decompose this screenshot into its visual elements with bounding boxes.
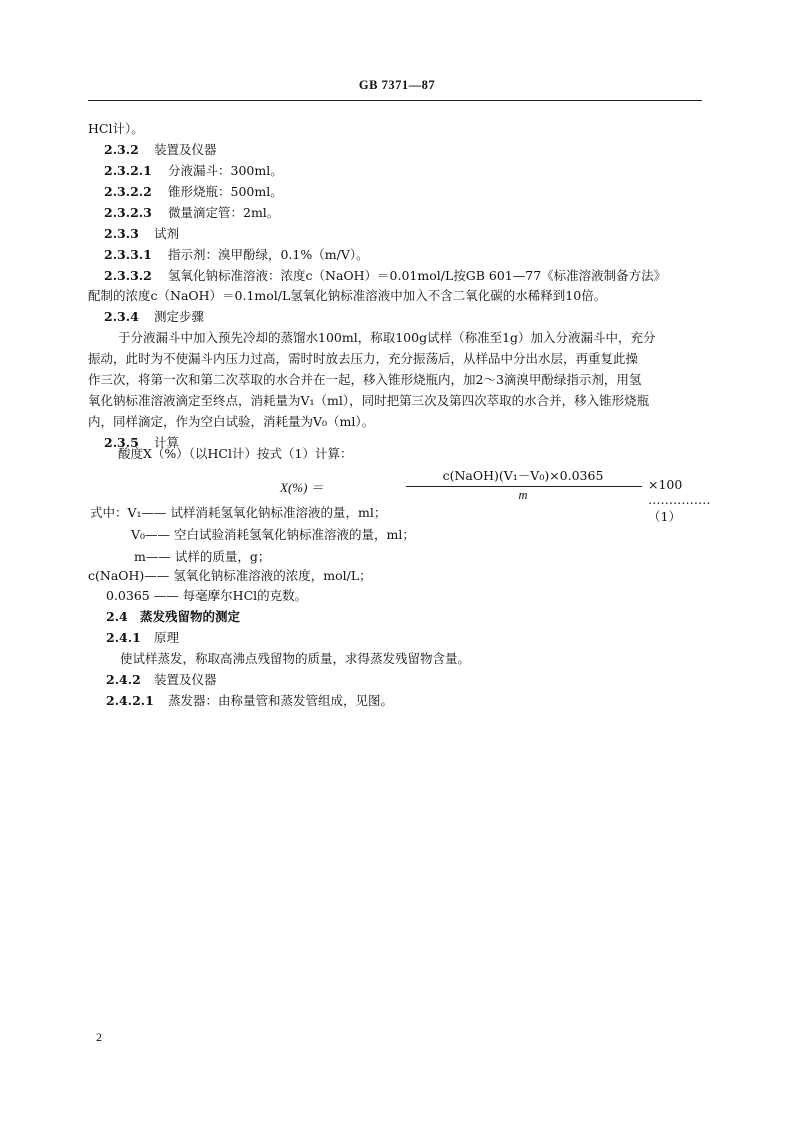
section-number: 2.3.2.2 — [104, 184, 152, 199]
formula-numerator: c(NaOH)(V₁－V₀)×0.0365 — [442, 468, 604, 483]
section-title: 装置及仪器 — [154, 142, 217, 157]
section-number: 2.3.3.1 — [104, 247, 152, 262]
item-2-3-3-1 — [104, 247, 369, 263]
where-line: 0.0365 —— 每毫摩尔HCl的克数。 — [106, 588, 308, 603]
item-text: 分液漏斗：300ml。 — [168, 163, 283, 178]
page-number: 2 — [96, 1030, 102, 1044]
section-title: 计算 — [154, 435, 180, 450]
text-line: 配制的浓度c（NaOH）＝0.1mol/L氢氧化钠标准溶液中加入不含二氧化碳的水稀释到10倍。 — [88, 288, 607, 303]
heading-2-3-4 — [104, 309, 204, 325]
text-line: 氧化钠标准溶液滴定至终点，消耗量为V₁（ml），同时把第三次及第四次萃取的水合并，移入锥形烧瓶 — [88, 393, 650, 408]
text-line: 内，同样滴定，作为空白试验，消耗量为V₀（ml）。 — [88, 414, 375, 429]
formula-multiplier: ×100 ……………（1） — [648, 477, 711, 524]
item-text: 氢氧化钠标准溶液：浓度c（NaOH）＝0.01mol/L按GB 601—77《标准溶液制备方法》 — [168, 268, 667, 283]
heading-2-4-2 — [106, 672, 217, 688]
fraction-bar — [406, 486, 642, 487]
where-line: V₀—— 空白试验消耗氢氧化钠标准溶液的量，ml； — [131, 527, 415, 542]
text-line: 作三次，将第一次和第二次萃取的水合并在一起，移入锥形烧瓶内，加2～3滴溴甲酚绿指示剂，用氢 — [88, 372, 642, 387]
section-number: 2.3.2.3 — [104, 205, 152, 220]
section-number: 2.3.2 — [104, 142, 139, 157]
item-text: 蒸发器：由称量管和蒸发管组成，见图。 — [168, 693, 394, 708]
item-2-3-2-1 — [104, 163, 283, 179]
section-number: 2.3.5 — [104, 435, 139, 450]
where-line: m—— 试样的质量，g； — [134, 549, 271, 564]
section-number: 2.3.3 — [104, 226, 139, 241]
section-number: 2.4.2.1 — [106, 693, 154, 708]
text-line: 振动，此时为不使漏斗内压力过高，需时时放去压力，充分振荡后，从样品中分出水层，再重复此操 — [88, 351, 639, 366]
text-line: HCl计）。 — [88, 121, 144, 136]
section-title: 测定步骤 — [154, 309, 205, 324]
section-title: 蒸发残留物的测定 — [140, 609, 241, 624]
where-line: 式中：V₁—— 试样消耗氢氧化钠标准溶液的量，ml； — [90, 505, 387, 520]
text-line: 于分液漏斗中加入预先冷却的蒸馏水100ml，称取100g试样（称准至1g）加入分液漏斗中，充分 — [118, 330, 656, 345]
heading-2-3-3 — [104, 226, 179, 242]
item-text: 指示剂：溴甲酚绿，0.1%（m/V）。 — [168, 247, 369, 262]
where-line: c(NaOH)—— 氢氧化钠标准溶液的浓度，mol/L； — [88, 568, 372, 583]
heading-2-4-1 — [106, 630, 179, 646]
text-line: 酸度X（%）（以HCl计）按式（1）计算： — [118, 446, 353, 461]
heading-2-3-2 — [104, 142, 217, 158]
page-header: GB 7371—87 — [358, 78, 436, 92]
section-title: 装置及仪器 — [154, 672, 217, 687]
item-2-3-2-3 — [104, 205, 279, 221]
section-number: 2.3.4 — [104, 309, 139, 324]
header-rule — [88, 100, 702, 101]
section-number: 2.3.3.2 — [104, 268, 152, 283]
formula-lhs: X(%) ＝ — [280, 480, 324, 495]
item-2-4-2-1 — [106, 693, 393, 709]
item-2-3-2-2 — [104, 184, 283, 200]
text-line: 使试样蒸发，称取高沸点残留物的质量，求得蒸发残留物含量。 — [120, 651, 471, 666]
item-text: 微量滴定管：2ml。 — [168, 205, 280, 220]
formula-denominator: m — [518, 488, 528, 502]
section-number: 2.4.2 — [106, 672, 141, 687]
section-title: 试剂 — [154, 226, 180, 241]
item-2-3-3-2 — [104, 268, 666, 284]
section-title: 原理 — [154, 630, 180, 645]
item-text: 锥形烧瓶：500ml。 — [168, 184, 283, 199]
section-number: 2.4.1 — [106, 630, 141, 645]
section-number: 2.4 — [106, 609, 128, 624]
heading-2-4 — [106, 609, 240, 625]
section-number: 2.3.2.1 — [104, 163, 152, 178]
